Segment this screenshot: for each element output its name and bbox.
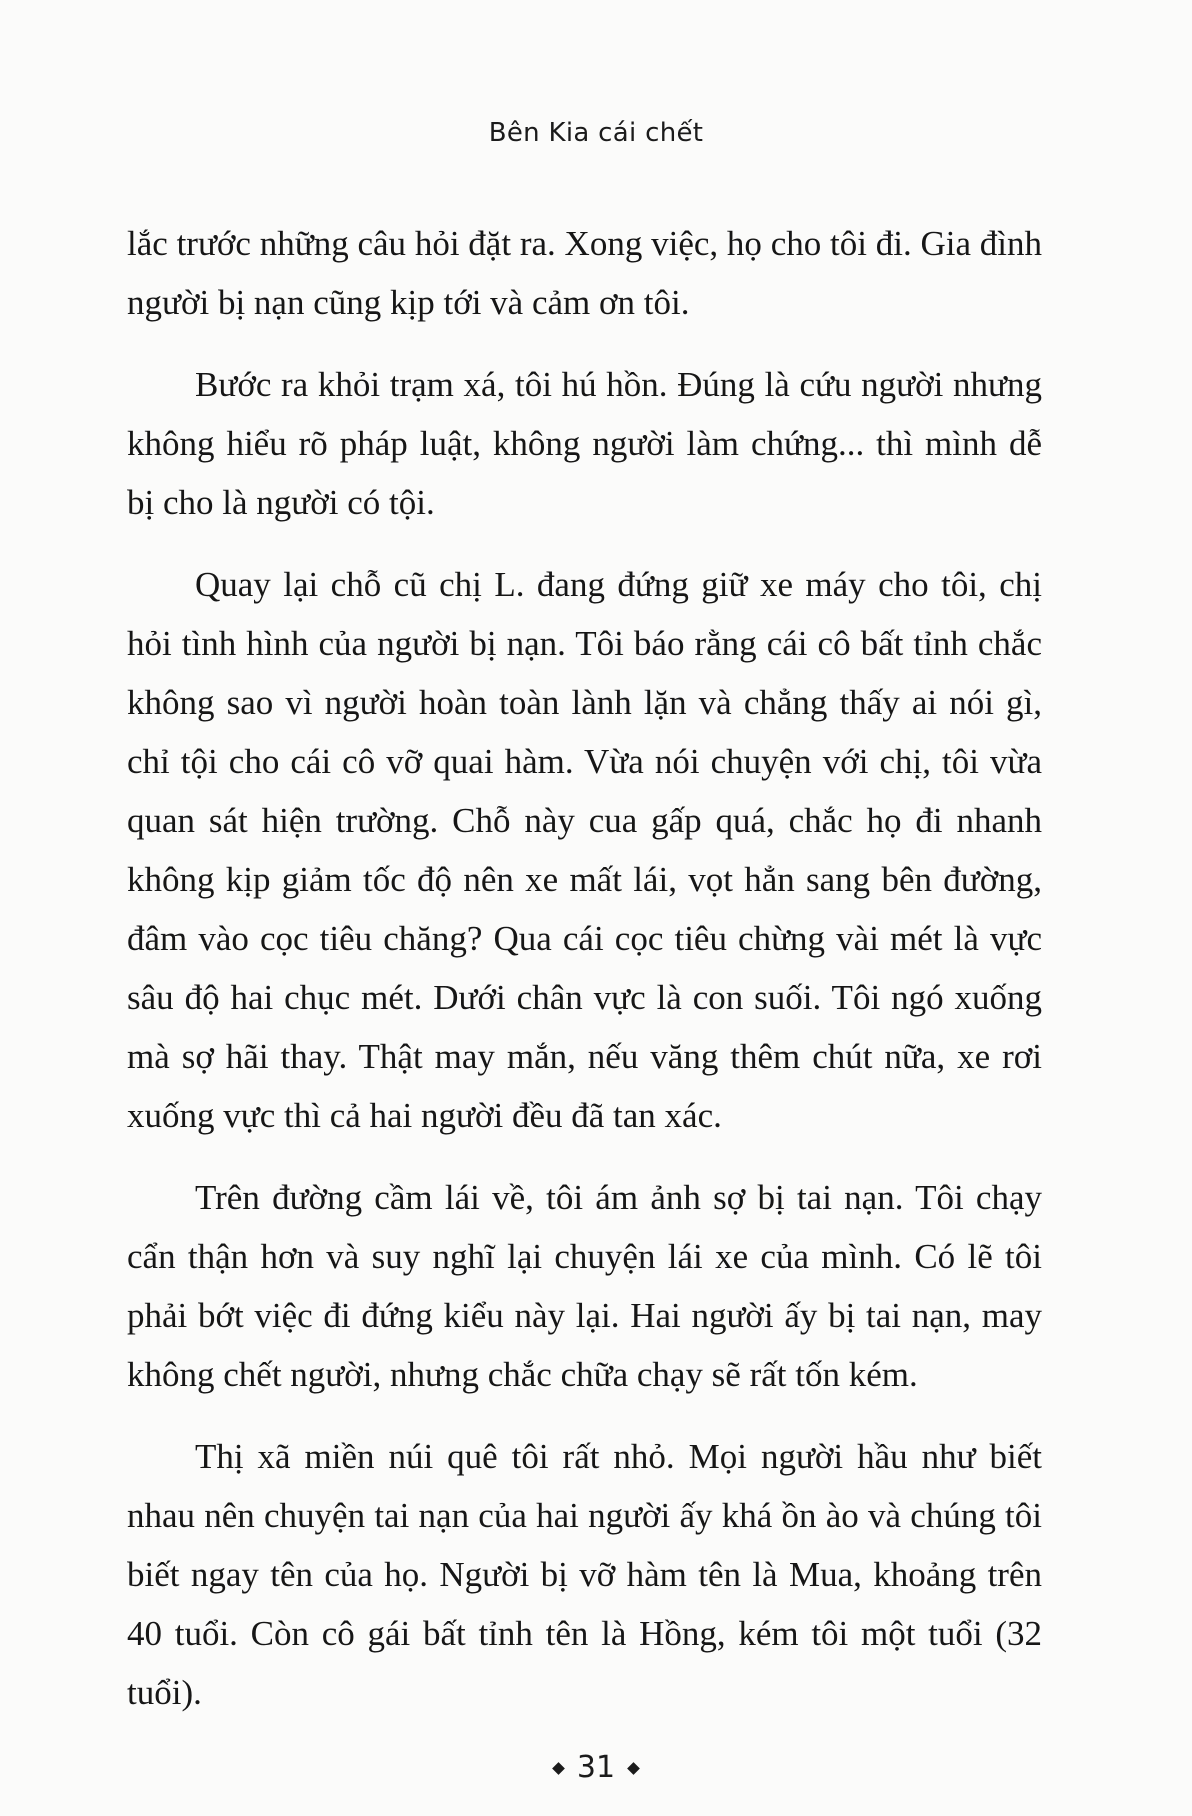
paragraph: Bước ra khỏi trạm xá, tôi hú hồn. Đúng là cứu người nhưng không hiểu rõ pháp luật, không người làm chứng... thì mình dễ bị cho là người có tội.: [127, 365, 1042, 522]
paragraph-continuation: lắc trước những câu hỏi đặt ra. Xong việc, họ cho tôi đi. Gia đình người bị nạn cũng kịp tới và cảm ơn tôi.: [127, 224, 1042, 322]
running-header: Bên Kia cái chết: [488, 118, 704, 148]
diamond-ornament-icon: [552, 1762, 565, 1775]
body-text: [127, 214, 1042, 1745]
diamond-ornament-icon: [627, 1762, 640, 1775]
paragraph: Quay lại chỗ cũ chị L. đang đứng giữ xe máy cho tôi, chị hỏi tình hình của người bị nạn. Tôi báo rằng cái cô bất tỉnh chắc không sao vì người hoàn toàn lành lặn và chẳng thấy ai nói gì, chỉ tội cho cái cô vỡ quai hàm. Vừa nói chuyện với chị, tôi vừa quan sát hiện trường. Chỗ này cua gấp quá, chắc họ đi nhanh không kịp giảm tốc độ nên xe mất lái, vọt hẳn sang bên đường, đâm vào cọc tiêu chăng? Qua cái cọc tiêu chừng vài mét là vực sâu độ hai chục mét. Dưới chân vực là con suối. Tôi ngó xuống mà sợ hãi thay. Thật may mắn, nếu văng thêm chút nữa, xe rơi xuống vực thì cả hai người đều đã tan xác.: [127, 565, 1042, 1135]
paragraph: Trên đường cầm lái về, tôi ám ảnh sợ bị tai nạn. Tôi chạy cẩn thận hơn và suy nghĩ lại chuyện lái xe của mình. Có lẽ tôi phải bớt việc đi đứng kiểu này lại. Hai người ấy bị tai nạn, may không chết người, nhưng chắc chữa chạy sẽ rất tốn kém.: [127, 1178, 1042, 1394]
page-number: 31: [576, 1750, 616, 1785]
paragraph: Thị xã miền núi quê tôi rất nhỏ. Mọi người hầu như biết nhau nên chuyện tai nạn của hai người ấy khá ồn ào và chúng tôi biết ngay tên của họ. Người bị vỡ hàm tên là Mua, khoảng trên 40 tuổi. Còn cô gái bất tỉnh tên là Hồng, kém tôi một tuổi (32 tuổi).: [127, 1437, 1042, 1712]
page-footer: [0, 1750, 1192, 1785]
